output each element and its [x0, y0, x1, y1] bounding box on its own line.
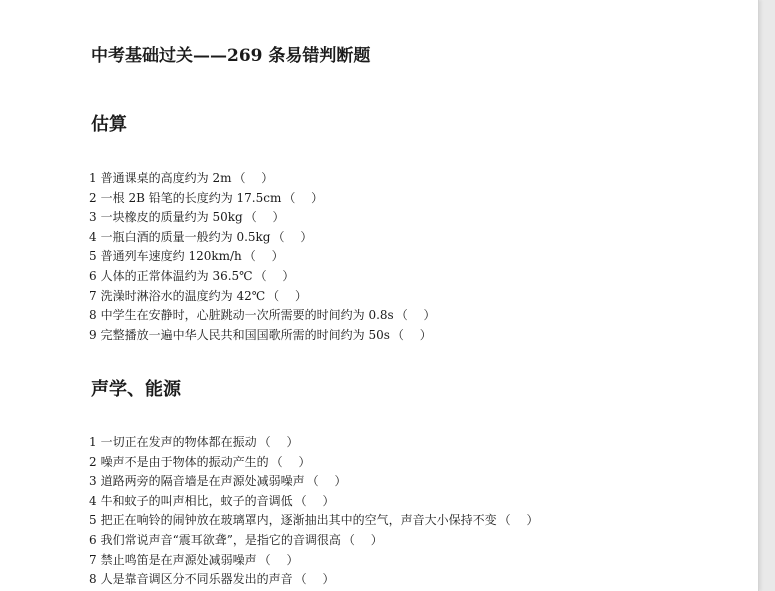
question-text: 完整播放一遍中华人民共和国国歌所需的时间约为 50s	[100, 327, 390, 342]
question-text: 道路两旁的隔音墙是在声源处减弱噪声	[100, 474, 305, 489]
question-number: 6	[89, 532, 97, 547]
answer-blank: （ ）	[267, 288, 307, 303]
question-text: 一切正在发声的物体都在振动	[100, 435, 257, 449]
question-number: 8	[89, 308, 97, 323]
question-item	[89, 287, 436, 307]
question-number: 5	[89, 249, 97, 264]
question-number: 3	[89, 474, 97, 489]
question-item	[89, 551, 538, 571]
question-number: 6	[89, 268, 97, 283]
question-item	[89, 189, 436, 209]
question-number: 8	[89, 572, 97, 587]
question-item	[89, 326, 436, 346]
answer-blank: （ ）	[294, 493, 335, 508]
question-text: 牛和蚊子的叫声相比，蚊子的音调低	[100, 493, 293, 508]
section-heading-estimation: 估算	[91, 114, 127, 135]
question-text: 中学生在安静时，心脏跳动一次所需要的时间约为 0.8s	[100, 308, 394, 323]
question-text: 把正在响铃的闹钟放在玻璃罩内，逐渐抽出其中的空气，声音大小保持不变	[100, 513, 497, 528]
answer-blank: （ ）	[283, 190, 324, 205]
question-item	[89, 247, 436, 267]
question-text: 噪声不是由于物体的振动产生的	[100, 454, 269, 469]
answer-blank: （ ）	[342, 532, 383, 547]
question-number: 2	[89, 190, 97, 205]
question-item	[89, 511, 538, 531]
question-item	[89, 169, 436, 189]
question-text: 人是靠音调区分不同乐器发出的声音	[100, 572, 293, 587]
question-number: 2	[89, 454, 97, 469]
question-text: 洗澡时淋浴水的温度约为 42℃	[100, 288, 266, 303]
question-list-acoustics-energy	[89, 433, 538, 590]
answer-blank: （ ）	[294, 572, 335, 587]
answer-blank: （ ）	[244, 210, 285, 225]
answer-blank: （ ）	[258, 552, 299, 567]
question-item	[89, 306, 436, 326]
question-item	[89, 492, 538, 512]
question-number: 3	[89, 210, 97, 225]
question-number: 4	[89, 229, 97, 244]
answer-blank: （ ）	[272, 229, 313, 244]
question-item	[89, 208, 436, 228]
question-number: 5	[89, 513, 97, 528]
question-item	[89, 531, 538, 551]
answer-blank: （ ）	[395, 308, 436, 323]
section-heading-acoustics-energy: 声学、能源	[91, 379, 181, 400]
question-item	[89, 433, 538, 453]
question-text: 普通列车速度约 120km/h	[100, 249, 242, 264]
question-text: 人体的正常体温约为 36.5℃	[100, 268, 253, 283]
question-item	[89, 570, 538, 590]
answer-blank: （ ）	[254, 268, 295, 283]
question-item	[89, 267, 436, 287]
answer-blank: （ ）	[391, 327, 432, 342]
answer-blank: （ ）	[270, 454, 311, 469]
answer-blank: （ ）	[306, 474, 347, 489]
question-number: 1	[89, 171, 97, 185]
question-list-estimation	[89, 169, 436, 345]
answer-blank: （ ）	[498, 513, 539, 528]
question-number: 7	[89, 552, 97, 567]
question-text: 一根 2B 铅笔的长度约为 17.5cm	[100, 190, 282, 205]
question-item	[89, 472, 538, 492]
question-number: 4	[89, 493, 97, 508]
question-number: 1	[89, 435, 97, 449]
answer-blank: （ ）	[233, 171, 274, 185]
question-text: 一块橡皮的质量约为 50kg	[100, 210, 243, 225]
question-item	[89, 453, 538, 473]
question-text: 一瓶白酒的质量一般约为 0.5kg	[100, 229, 271, 244]
question-number: 7	[89, 288, 97, 303]
question-item	[89, 228, 436, 248]
answer-blank: （ ）	[243, 249, 284, 264]
question-number: 9	[89, 327, 97, 342]
question-text: 普通课桌的高度约为 2m	[100, 171, 232, 185]
question-text: 我们常说声音“震耳欲聋”，是指它的音调很高	[100, 532, 341, 547]
answer-blank: （ ）	[258, 435, 299, 449]
question-text: 禁止鸣笛是在声源处减弱噪声	[100, 552, 257, 567]
document-title: 中考基础过关——269 条易错判断题	[91, 46, 371, 66]
